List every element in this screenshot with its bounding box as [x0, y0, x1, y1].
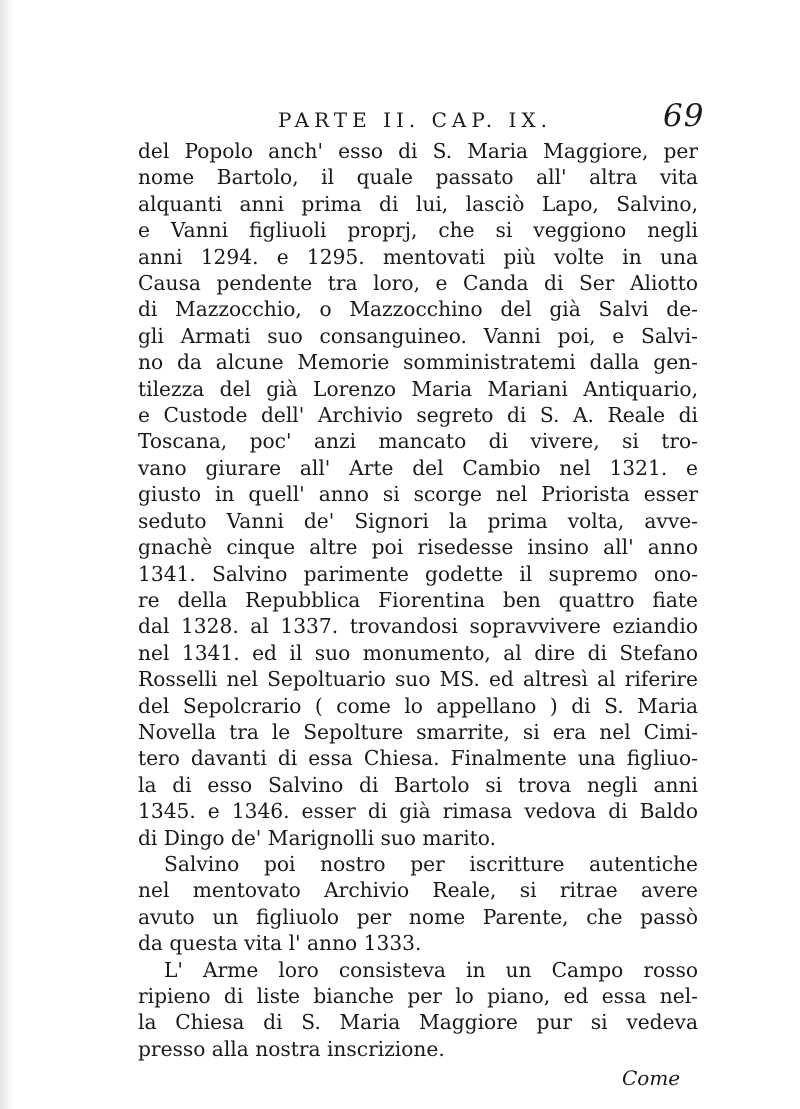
text-line: giusto in quell' anno si scorge nel Priorista esser	[138, 482, 698, 507]
page-number: 69	[663, 98, 705, 134]
text-line: di Mazzocchio, o Mazzocchino del già Salvi de-	[138, 297, 698, 322]
text-line: nome Bartolo, il quale passato all' altra vita	[138, 165, 698, 190]
text-line: tilezza del già Lorenzo Maria Mariani Antiquario,	[138, 376, 698, 401]
text-line: Rosselli nel Sepoltuario suo MS. ed altresì al riferire	[138, 667, 698, 692]
paragraph-3	[138, 957, 698, 1063]
paragraph-1	[138, 138, 698, 851]
text-line: L' Arme loro consisteva in un Campo rosso	[164, 957, 698, 982]
text-line: del Popolo anch' esso di S. Maria Maggiore, per	[138, 139, 698, 163]
text-line: no da alcune Memorie somministratemi dalla gen-	[138, 350, 698, 375]
text-line: la Chiesa di S. Maria Maggiore pur si vedeva	[138, 1010, 698, 1035]
text-line: dal 1328. al 1337. trovandosi sopravvivere eziandio	[138, 614, 698, 639]
text-line: nel mentovato Archivio Reale, si ritrae avere	[138, 878, 698, 903]
running-head-title: PARTE II. CAP. IX.	[278, 108, 552, 132]
text-line: vano giurare all' Arte del Cambio nel 1321. e	[138, 455, 698, 480]
running-head	[0, 98, 800, 138]
text-line: gnachè cinque altre poi risedesse insino all' anno	[138, 535, 698, 560]
text-line: 1341. Salvino parimente godette il supremo ono-	[138, 561, 698, 586]
text-line: Salvino poi nostro per iscritture autentiche	[164, 851, 698, 876]
text-line: anni 1294. e 1295. mentovati più volte in una	[138, 244, 698, 269]
text-line: Toscana, poc' anzi mancato di vivere, si tro-	[138, 429, 698, 454]
text-line: presso alla nostra inscrizione.	[138, 1036, 445, 1061]
text-line: avuto un figliuolo per nome Parente, che passò	[138, 904, 698, 929]
text-line: seduto Vanni de' Signori la prima volta, avve-	[138, 508, 698, 533]
text-line: da questa vita l' anno 1333.	[138, 931, 422, 956]
text-line: di Dingo de' Marignolli suo marito.	[138, 825, 496, 850]
text-line: gli Armati suo consanguineo. Vanni poi, e Salvi-	[138, 323, 698, 348]
catchword: Come	[622, 1066, 681, 1090]
text-line: Novella tra le Sepolture smarrite, si era nel Cimi-	[138, 719, 698, 744]
text-line: e Vanni figliuoli proprj, che si veggiono negli	[138, 218, 698, 243]
text-line: tero davanti di essa Chiesa. Finalmente una figliuo-	[138, 746, 698, 771]
text-line: ripieno di liste bianche per lo piano, ed essa nel-	[138, 984, 698, 1008]
paragraph-2	[138, 851, 698, 957]
body-text	[138, 138, 698, 1062]
text-line: re della Repubblica Fiorentina ben quattro fiate	[138, 587, 698, 612]
text-line: 1345. e 1346. esser di già rimasa vedova di Baldo	[138, 799, 698, 824]
text-line: la di esso Salvino di Bartolo si trova negli anni	[138, 772, 698, 797]
text-line: del Sepolcrario ( come lo appellano ) di S. Maria	[138, 693, 698, 718]
text-line: Causa pendente tra loro, e Canda di Ser Aliotto	[138, 271, 698, 296]
text-line: e Custode dell' Archivio segreto di S. A. Reale di	[138, 403, 698, 428]
text-line: alquanti anni prima di lui, lasciò Lapo, Salvino,	[138, 191, 698, 216]
text-line: nel 1341. ed il suo monumento, al dire di Stefano	[138, 640, 698, 665]
page-gutter-shadow	[0, 0, 14, 1109]
